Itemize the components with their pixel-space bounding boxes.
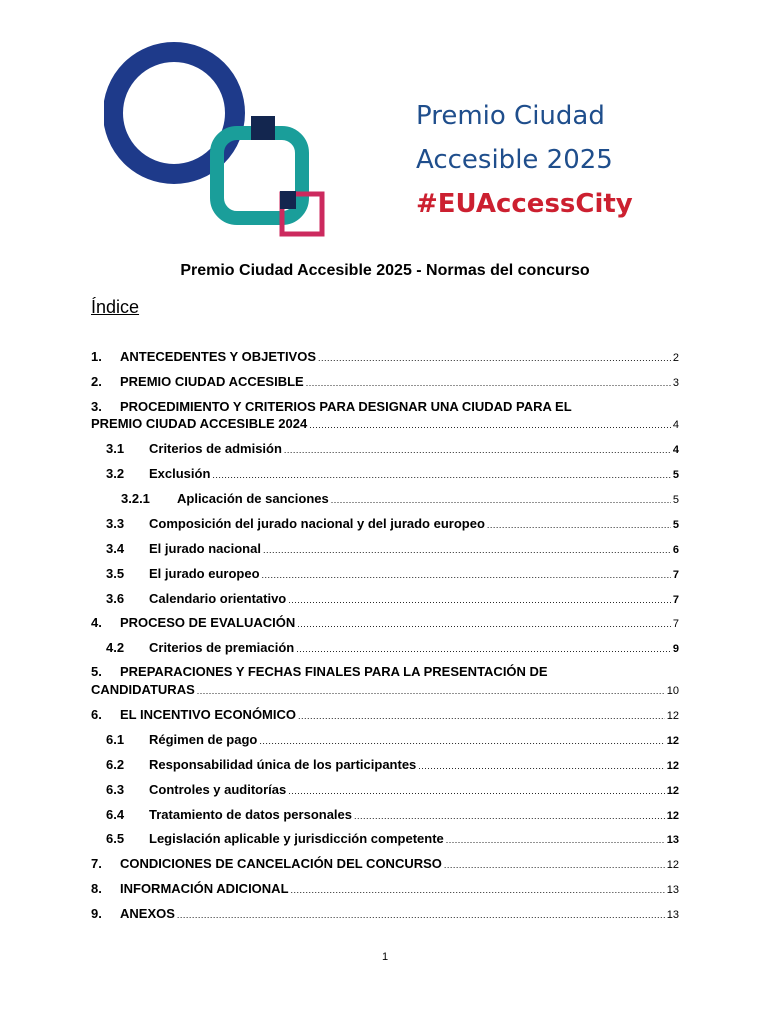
toc-leader (177, 910, 665, 920)
toc-page: 5 (672, 469, 679, 481)
eu-access-city-logo (104, 33, 334, 238)
toc-leader (197, 686, 665, 696)
toc-number: 6.4 (106, 807, 125, 822)
toc-page: 12 (666, 710, 679, 722)
toc-item[interactable] (91, 856, 679, 871)
toc-number: 3.2 (106, 466, 125, 481)
toc-label: El jurado europeo (149, 566, 260, 581)
toc-label: Legislación aplicable y jurisdicción competente (149, 831, 444, 846)
toc-leader (446, 835, 665, 845)
toc-leader (354, 811, 665, 821)
toc-leader (291, 885, 665, 895)
toc-number: 5. (91, 664, 102, 679)
toc-label: CONDICIONES DE CANCELACIÓN DEL CONCURSO (120, 856, 442, 871)
toc-number: 3. (91, 399, 102, 414)
toc-page: 7 (672, 569, 679, 581)
toc-number: 3.2.1 (121, 491, 150, 506)
toc-item[interactable] (106, 566, 679, 581)
toc-label: Composición del jurado nacional y del jurado europeo (149, 516, 485, 531)
toc-page: 4 (672, 444, 679, 456)
toc-label: Régimen de pago (149, 732, 258, 747)
toc-leader (309, 420, 671, 430)
toc-number: 3.3 (106, 516, 125, 531)
toc-page: 13 (666, 909, 679, 921)
toc-leader (259, 736, 664, 746)
toc-page: 13 (666, 884, 679, 896)
toc-label: Controles y auditorías (149, 782, 287, 797)
toc-label: Tratamiento de datos personales (149, 807, 353, 822)
toc-item[interactable] (106, 466, 679, 481)
logo-overlap-small (280, 191, 296, 209)
toc-page: 3 (672, 377, 679, 389)
brand-line-2: Accesible 2025 (416, 145, 613, 175)
toc-page: 12 (666, 735, 679, 747)
toc-label: INFORMACIÓN ADICIONAL (120, 881, 289, 896)
toc-item-line2[interactable] (91, 682, 679, 697)
toc-page: 12 (666, 760, 679, 772)
toc-item[interactable] (106, 516, 679, 531)
toc-item[interactable] (106, 831, 679, 846)
brand-hashtag: #EUAccessCity (416, 189, 633, 219)
toc-leader (288, 595, 671, 605)
toc-label: CANDIDATURAS (91, 682, 195, 697)
toc-item[interactable] (91, 881, 679, 896)
toc-leader (331, 495, 671, 505)
toc-leader (296, 644, 671, 654)
toc-leader (306, 378, 671, 388)
toc-leader (487, 520, 671, 530)
document-title: Premio Ciudad Accesible 2025 - Normas del concurso (180, 262, 590, 279)
toc-page: 13 (666, 834, 679, 846)
toc-leader (284, 445, 671, 455)
toc-leader (318, 353, 671, 363)
toc-number: 4. (91, 615, 102, 630)
toc-item[interactable] (106, 541, 679, 556)
toc-label: PREPARACIONES Y FECHAS FINALES PARA LA PRESENTACIÓN DE (120, 664, 548, 679)
toc-leader (444, 860, 665, 870)
toc-leader (297, 619, 671, 629)
toc-item[interactable] (106, 757, 679, 772)
toc-item[interactable] (106, 732, 679, 747)
toc-number: 6.5 (106, 831, 125, 846)
toc-label: PREMIO CIUDAD ACCESIBLE 2024 (91, 416, 308, 431)
toc-number: 3.1 (106, 441, 125, 456)
toc-item[interactable] (106, 782, 679, 797)
toc-page: 6 (672, 544, 679, 556)
toc-page: 2 (672, 352, 679, 364)
toc-number: 3.6 (106, 591, 125, 606)
toc-label: Exclusión (149, 466, 211, 481)
toc-page: 7 (672, 618, 679, 630)
toc-leader (418, 761, 664, 771)
toc-number: 6.3 (106, 782, 125, 797)
toc-number: 7. (91, 856, 102, 871)
toc-page: 10 (666, 685, 679, 697)
toc-number: 8. (91, 881, 102, 896)
toc-item[interactable] (106, 640, 679, 655)
toc-leader (263, 545, 671, 555)
toc-leader (212, 470, 670, 480)
toc-item[interactable] (91, 707, 679, 722)
toc-label: Aplicación de sanciones (177, 491, 329, 506)
toc-number: 2. (91, 374, 102, 389)
toc-label: EL INCENTIVO ECONÓMICO (120, 707, 296, 722)
toc-label: El jurado nacional (149, 541, 261, 556)
toc-item[interactable] (106, 441, 679, 456)
toc-page: 12 (666, 785, 679, 797)
toc-item[interactable] (106, 591, 679, 606)
toc-label: PROCEDIMIENTO Y CRITERIOS PARA DESIGNAR UNA CIUDAD PARA EL (120, 399, 572, 414)
toc-label: Criterios de premiación (149, 640, 295, 655)
toc-page: 12 (666, 859, 679, 871)
index-heading: Índice (91, 297, 140, 317)
toc-page: 9 (672, 643, 679, 655)
toc-page: 7 (672, 594, 679, 606)
toc-number: 1. (91, 349, 102, 364)
toc-page: 5 (672, 519, 679, 531)
toc-number: 9. (91, 906, 102, 921)
toc-number: 3.4 (106, 541, 125, 556)
toc-number: 4.2 (106, 640, 125, 655)
toc-page: 5 (672, 494, 679, 506)
toc-item[interactable] (121, 491, 679, 506)
toc-label: PROCESO DE EVALUACIÓN (120, 615, 296, 630)
toc-number: 6.1 (106, 732, 125, 747)
toc-item-line1[interactable] (91, 399, 572, 414)
toc-item[interactable] (91, 615, 679, 630)
toc-page: 4 (672, 419, 679, 431)
toc-item[interactable] (91, 349, 679, 364)
toc-item[interactable] (91, 906, 679, 921)
brand-line-1: Premio Ciudad (416, 101, 605, 131)
page-number: 1 (381, 951, 389, 963)
toc-number: 6. (91, 707, 102, 722)
toc-label: Responsabilidad única de los participantes (149, 757, 417, 772)
toc-label: ANTECEDENTES Y OBJETIVOS (120, 349, 317, 364)
logo-overlap (251, 116, 275, 140)
toc-label: Calendario orientativo (149, 591, 287, 606)
toc-label: PREMIO CIUDAD ACCESIBLE (120, 374, 304, 389)
brand-title (416, 94, 633, 226)
toc-item-line1[interactable] (91, 664, 548, 679)
toc-leader (262, 570, 671, 580)
toc-leader (288, 786, 665, 796)
toc-page: 12 (666, 810, 679, 822)
toc-label: Criterios de admisión (149, 441, 282, 456)
toc-item[interactable] (91, 374, 679, 389)
toc-leader (298, 711, 665, 721)
toc-item-line2[interactable] (91, 416, 679, 431)
toc-number: 6.2 (106, 757, 125, 772)
toc-item[interactable] (106, 807, 679, 822)
toc-label: ANEXOS (120, 906, 175, 921)
toc-number: 3.5 (106, 566, 125, 581)
